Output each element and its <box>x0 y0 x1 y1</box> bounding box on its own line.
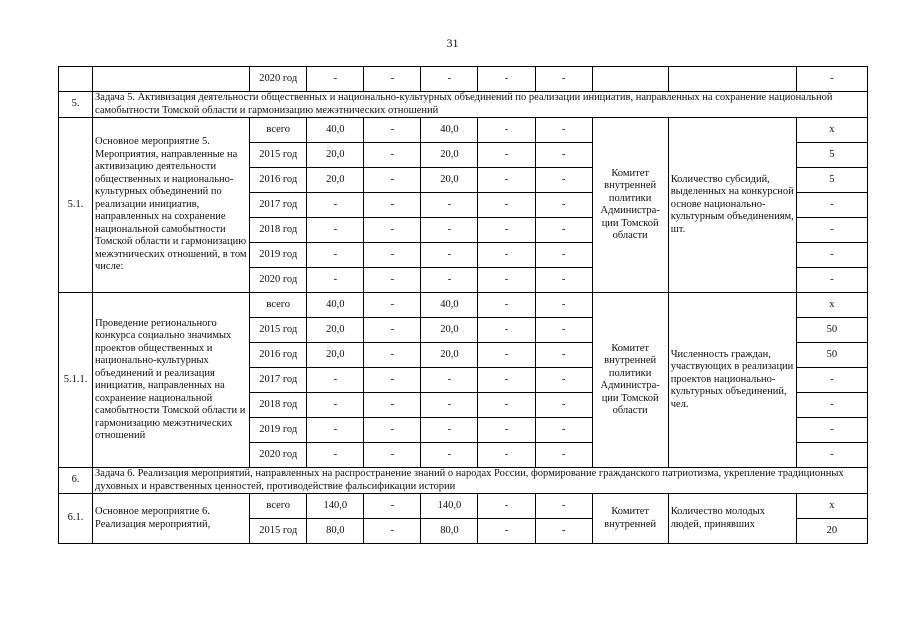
value-cell: - <box>478 318 535 343</box>
value-cell: - <box>364 318 421 343</box>
table-row <box>59 67 868 92</box>
value-cell: - <box>535 519 592 544</box>
target-cell: - <box>796 193 867 218</box>
value-cell: - <box>535 318 592 343</box>
year-cell: 2018 год <box>250 393 307 418</box>
value-cell: 80,0 <box>421 519 478 544</box>
value-cell: - <box>307 193 364 218</box>
value-cell: - <box>535 243 592 268</box>
value-cell: - <box>364 418 421 443</box>
target-cell: x <box>796 494 867 519</box>
item-description: Основное мероприятие 5. Мероприятия, направленные на активизацию деятельности общественных и национально-культурных объединений по реализации инициатив, направленных на сохранение национальной самобытности Томской области и гармонизацию межэтнических отношений, в том числе: <box>93 118 250 293</box>
value-cell: - <box>478 193 535 218</box>
target-cell: 5 <box>796 143 867 168</box>
year-cell: 2015 год <box>250 519 307 544</box>
target-cell: 50 <box>796 318 867 343</box>
year-cell: 2017 год <box>250 193 307 218</box>
task-row <box>59 468 868 494</box>
value-cell: - <box>364 443 421 468</box>
value-cell: - <box>421 443 478 468</box>
item-description: Проведение регионального конкурса социально значимых проектов общественных и национально-культурных объединений и реализация инициатив, направленных на сохранение национальной самобытности Томской области и гармонизацию межэтнических отношений <box>93 293 250 468</box>
value-cell: - <box>364 393 421 418</box>
indicator-cell: Количество молодых людей, принявших <box>668 494 796 544</box>
table-row <box>59 494 868 519</box>
value-cell: - <box>535 443 592 468</box>
program-table <box>58 66 868 544</box>
value-cell: - <box>478 218 535 243</box>
value-cell: - <box>478 494 535 519</box>
table-row <box>59 118 868 143</box>
year-cell: 2017 год <box>250 368 307 393</box>
value-cell: - <box>364 343 421 368</box>
item-number: 5.1. <box>59 118 93 293</box>
value-cell: - <box>421 218 478 243</box>
value-cell: - <box>364 67 421 92</box>
task-number: 5. <box>59 92 93 118</box>
value-cell: 20,0 <box>307 318 364 343</box>
value-cell: - <box>364 193 421 218</box>
year-cell: 2020 год <box>250 443 307 468</box>
year-cell: 2020 год <box>250 67 307 92</box>
value-cell: - <box>478 268 535 293</box>
value-cell: - <box>307 393 364 418</box>
value-cell: - <box>535 293 592 318</box>
year-cell: 2019 год <box>250 418 307 443</box>
value-cell: - <box>364 118 421 143</box>
table-body <box>59 67 868 544</box>
value-cell: 20,0 <box>307 143 364 168</box>
value-cell: - <box>535 143 592 168</box>
year-cell: 2015 год <box>250 318 307 343</box>
executor-cell: Комитет внутренней политики Администра-ции Томской области <box>592 293 668 468</box>
value-cell: 20,0 <box>421 168 478 193</box>
year-cell: 2015 год <box>250 143 307 168</box>
value-cell: - <box>364 368 421 393</box>
item-number: 5.1.1. <box>59 293 93 468</box>
value-cell: - <box>478 443 535 468</box>
target-cell: - <box>796 443 867 468</box>
value-cell: - <box>364 293 421 318</box>
year-cell: 2019 год <box>250 243 307 268</box>
value-cell: - <box>421 193 478 218</box>
executor-cell <box>592 67 668 92</box>
value-cell: - <box>421 393 478 418</box>
value-cell: 40,0 <box>307 118 364 143</box>
target-cell: - <box>796 418 867 443</box>
value-cell: - <box>478 418 535 443</box>
value-cell: - <box>364 243 421 268</box>
value-cell: - <box>307 368 364 393</box>
value-cell: - <box>535 268 592 293</box>
value-cell: 20,0 <box>421 318 478 343</box>
value-cell: - <box>535 67 592 92</box>
value-cell: 140,0 <box>421 494 478 519</box>
value-cell: - <box>421 268 478 293</box>
value-cell: - <box>478 519 535 544</box>
value-cell: - <box>478 168 535 193</box>
value-cell: - <box>478 118 535 143</box>
value-cell: - <box>478 293 535 318</box>
value-cell: - <box>307 268 364 293</box>
value-cell: 20,0 <box>421 143 478 168</box>
value-cell: 140,0 <box>307 494 364 519</box>
value-cell: - <box>478 243 535 268</box>
value-cell: - <box>364 168 421 193</box>
value-cell: 20,0 <box>421 343 478 368</box>
target-cell: 5 <box>796 168 867 193</box>
table-row <box>59 293 868 318</box>
value-cell: - <box>307 443 364 468</box>
value-cell: 40,0 <box>421 118 478 143</box>
indicator-cell: Численность граждан, участвующих в реализации проектов национально-культурных объединений, чел. <box>668 293 796 468</box>
value-cell: - <box>364 143 421 168</box>
value-cell: - <box>421 67 478 92</box>
value-cell: - <box>535 393 592 418</box>
value-cell: - <box>364 268 421 293</box>
value-cell: - <box>364 519 421 544</box>
target-cell: 20 <box>796 519 867 544</box>
year-cell: 2018 год <box>250 218 307 243</box>
indicator-cell: Количество субсидий, выделенных на конкурсной основе национально-культурным объединениям, шт. <box>668 118 796 293</box>
value-cell: - <box>421 368 478 393</box>
value-cell: 40,0 <box>307 293 364 318</box>
value-cell: - <box>535 368 592 393</box>
year-cell: 2016 год <box>250 343 307 368</box>
value-cell: - <box>535 218 592 243</box>
item-number: 6.1. <box>59 494 93 544</box>
value-cell: - <box>478 393 535 418</box>
value-cell: 40,0 <box>421 293 478 318</box>
value-cell: - <box>307 418 364 443</box>
value-cell: - <box>535 418 592 443</box>
value-cell: - <box>535 168 592 193</box>
target-cell: x <box>796 118 867 143</box>
page-number: 31 <box>446 36 459 50</box>
value-cell: - <box>535 118 592 143</box>
value-cell: - <box>535 494 592 519</box>
year-cell: всего <box>250 118 307 143</box>
executor-cell: Комитет внутренней политики Администра-ции Томской области <box>592 118 668 293</box>
num-cell <box>59 67 93 92</box>
executor-cell: Комитет внутренней <box>592 494 668 544</box>
target-cell: - <box>796 243 867 268</box>
value-cell: - <box>364 494 421 519</box>
value-cell: 80,0 <box>307 519 364 544</box>
value-cell: - <box>535 193 592 218</box>
target-cell: - <box>796 368 867 393</box>
indicator-cell <box>668 67 796 92</box>
target-cell: - <box>796 218 867 243</box>
year-cell: всего <box>250 494 307 519</box>
value-cell: - <box>478 368 535 393</box>
value-cell: 20,0 <box>307 343 364 368</box>
value-cell: - <box>478 343 535 368</box>
value-cell: - <box>364 218 421 243</box>
target-cell: - <box>796 393 867 418</box>
value-cell: - <box>478 67 535 92</box>
value-cell: - <box>478 143 535 168</box>
desc-cell <box>93 67 250 92</box>
value-cell: - <box>421 243 478 268</box>
year-cell: всего <box>250 293 307 318</box>
task-title: Задача 6. Реализация мероприятий, направленных на распространение знаний о народах России, формирование гражданского патриотизма, укрепление традиционных духовных и нравственных ценностей, противодействие фальсификации истории <box>93 468 868 494</box>
target-cell: 50 <box>796 343 867 368</box>
value-cell: 20,0 <box>307 168 364 193</box>
value-cell: - <box>307 218 364 243</box>
task-row <box>59 92 868 118</box>
target-cell: x <box>796 293 867 318</box>
value-cell: - <box>307 67 364 92</box>
task-title: Задача 5. Активизация деятельности общественных и национально-культурных объединений по реализации инициатив, направленных на сохранение национальной самобытности Томской области и гармонизацию межэтнических отношений <box>93 92 868 118</box>
year-cell: 2020 год <box>250 268 307 293</box>
value-cell: - <box>535 343 592 368</box>
target-cell: - <box>796 67 867 92</box>
value-cell: - <box>421 418 478 443</box>
value-cell: - <box>307 243 364 268</box>
target-cell: - <box>796 268 867 293</box>
task-number: 6. <box>59 468 93 494</box>
item-description: Основное мероприятие 6. Реализация мероприятий, <box>93 494 250 544</box>
year-cell: 2016 год <box>250 168 307 193</box>
